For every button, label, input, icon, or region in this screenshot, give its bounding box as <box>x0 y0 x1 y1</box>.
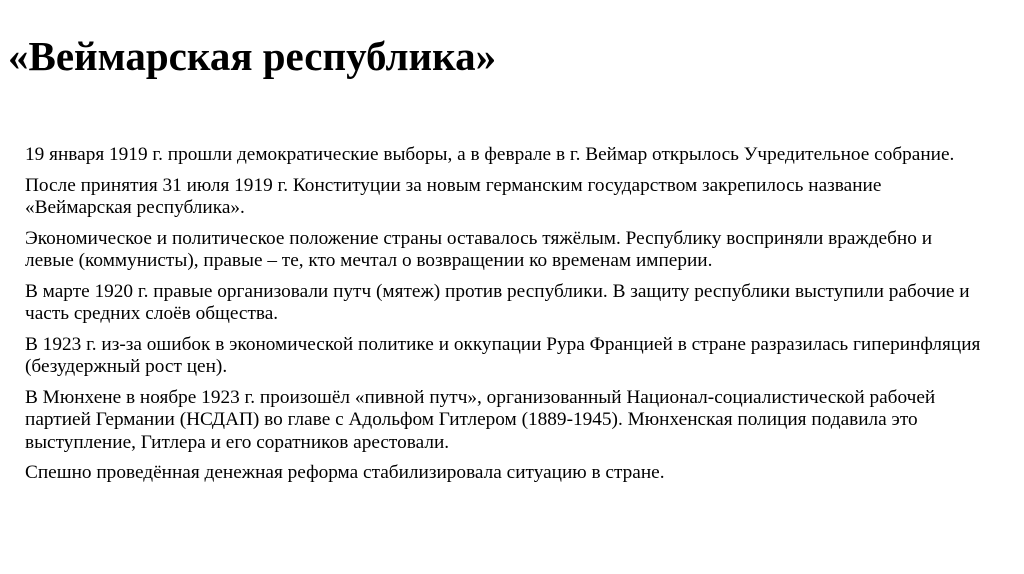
paragraph-2: После принятия 31 июля 1919 г. Конституции за новым германским государством закрепилось название «Веймарская республика». <box>25 174 882 218</box>
paragraph-3: Экономическое и политическое положение страны оставалось тяжёлым. Республику восприняли враждебно и левые (коммунисты), правые – те, кто мечтал о возвращении ко временам империи. <box>25 227 933 271</box>
paragraph-7: Спешно проведённая денежная реформа стабилизировала ситуацию в стране. <box>25 462 665 483</box>
slide-body <box>25 144 985 493</box>
slide-title: «Веймарская республика» <box>8 33 497 79</box>
paragraph-1: 19 января 1919 г. прошли демократические выборы, а в феврале в г. Веймар открылось Учредительное собрание. <box>25 144 955 165</box>
paragraph-5: В 1923 г. из-за ошибок в экономической политике и оккупации Рура Францией в стране разразилась гиперинфляция (безудержный рост цен). <box>25 333 981 377</box>
paragraph-4: В марте 1920 г. правые организовали путч (мятеж) против республики. В защиту республики выступили рабочие и часть средних слоёв общества. <box>25 280 970 324</box>
paragraph-6: В Мюнхене в ноябре 1923 г. произошёл «пивной путч», организованный Национал-социалистической рабочей партией Германии (НСДАП) во главе с Адольфом Гитлером (1889-1945). Мюнхенская полиция подавила это выступление, Гитлера и его соратников арестовали. <box>25 386 936 453</box>
